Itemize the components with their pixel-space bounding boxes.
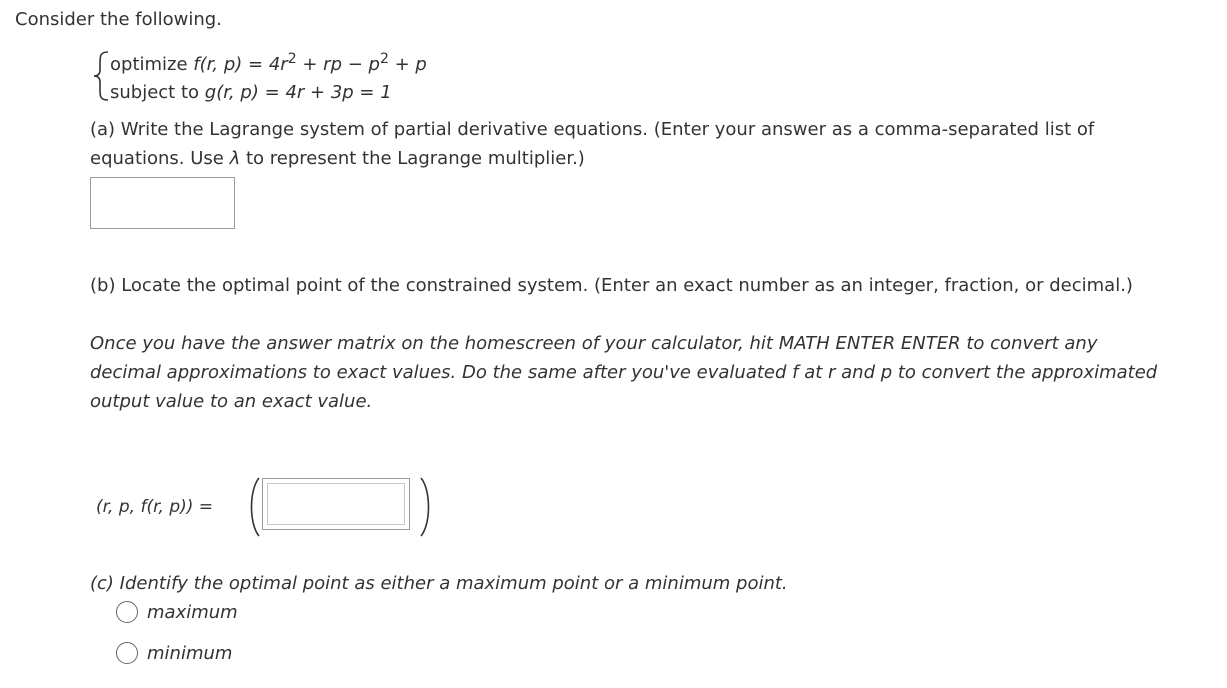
part-b-note-line1: Once you have the answer matrix on the homescreen of your calculator, hit MATH ENTER ENTER to convert any [90,333,1098,354]
constraint-expression: 4r + 3p = 1 [285,82,392,103]
system-line-constraint [110,81,392,104]
intro-text: Consider the following. [15,9,222,30]
part-a-line2 [90,147,585,170]
part-a-answer-input[interactable] [90,177,235,229]
part-a-line2-post: to represent the Lagrange multiplier.) [246,148,585,169]
objective-term-c: + p [394,54,427,75]
subject-to-word: subject to [110,82,200,103]
part-b-answer-outer [262,478,410,530]
equals-sign: = [264,82,280,103]
exponent: 2 [379,51,389,67]
left-brace-icon [92,50,110,102]
left-paren-icon [246,476,262,538]
objective-term-b: + rp − p [302,54,380,75]
objective-function: f(r, p) [193,54,243,75]
lambda-symbol: λ [229,148,241,169]
part-b-answer-input[interactable] [267,483,405,525]
part-b-note-line3: output value to an exact value. [90,391,373,412]
part-c-question: (c) Identify the optimal point as either a maximum point or a minimum point. [90,573,788,594]
radio-circle-icon[interactable] [116,642,138,664]
exponent: 2 [287,51,297,67]
part-a-line2-pre: equations. Use [90,148,224,169]
system-line-optimize [110,53,427,76]
part-a-line1: (a) Write the Lagrange system of partial derivative equations. (Enter your answer as a comma-separated list of [90,119,1095,140]
objective-term-a: 4r [268,54,288,75]
tuple-label: (r, p, f(r, p)) = [96,497,214,517]
part-b-note-line2: decimal approximations to exact values. Do the same after you've evaluated f at r and p to convert the approximated [90,362,1158,383]
radio-circle-icon[interactable] [116,601,138,623]
part-b-instruction: (b) Locate the optimal point of the constrained system. (Enter an exact number as an integer, fraction, or decimal.) [90,275,1133,296]
option-label[interactable]: minimum [147,643,233,664]
option-label[interactable]: maximum [147,602,238,623]
constraint-function: g(r, p) [204,82,259,103]
equals-sign: = [248,54,264,75]
optimize-word: optimize [110,54,188,75]
right-paren-icon [418,476,434,538]
